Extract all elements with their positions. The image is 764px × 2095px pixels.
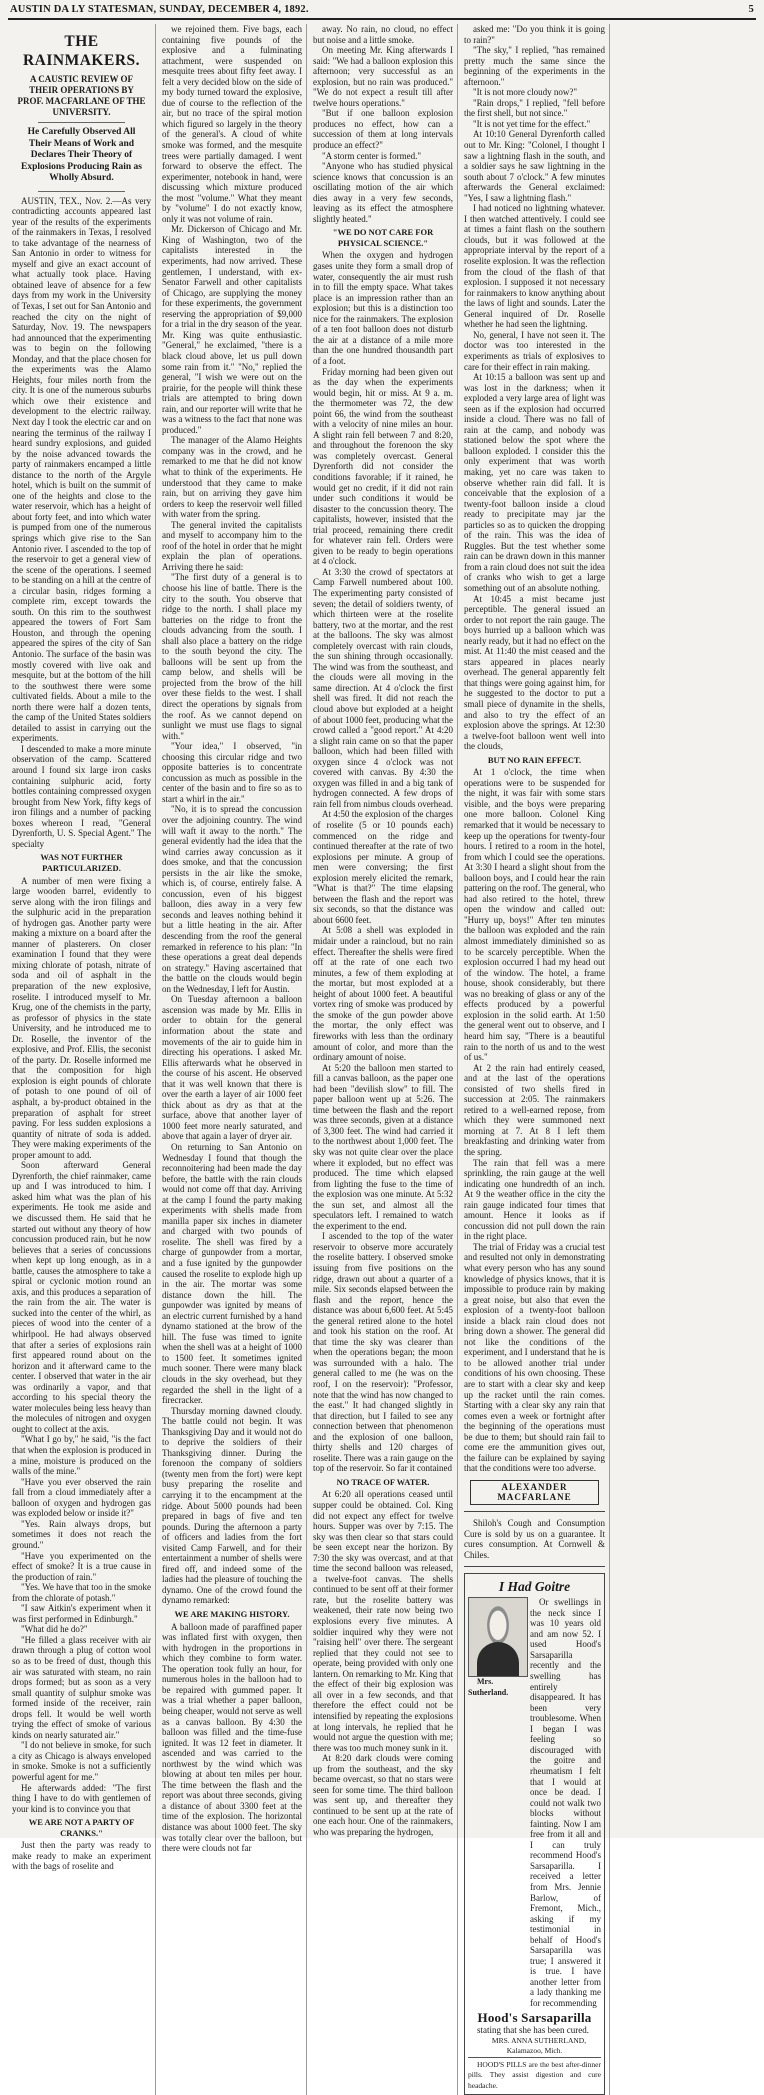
deck-divider	[38, 191, 125, 192]
section-subhead: WAS NOT FURTHER PARTICULARIZED.	[40, 852, 123, 873]
ad-divider	[464, 1511, 605, 1512]
article-paragraph: Thursday morning dawned cloudy. The battle could not begin. It was Thanksgiving Day and it would not do to deprive the soldiers of their Thanksgiving dinner. During the forenoon the company of soldiers (twenty men from the fort) were kept busy preparing the roselite and carrying it to the encampment at the ridge. About 5000 pounds had been prepared in bags of five and ten pounds. During the afternoon a party of officers and ladies from the fort visited Camp Farwell, and for their entertainment a number of shells were fired off, and indeed some of the ladies had the pleasure of touching the dynamo. One of the crowd found the dynamo remarked:	[162, 1405, 302, 1606]
shiloh-ad: Shiloh's Cough and Consumption Cure is sold by us on a guarantee. It cures consumption. At Cornwell & Chiles.	[464, 1518, 605, 1560]
masthead-title: AUSTIN DA LY STATESMAN, SUNDAY, DECEMBER 4, 1892.	[10, 4, 309, 15]
article-paragraph: At 10:15 a balloon was sent up and was lost in the darkness; when it exploded a very large area of light was seen as if the explosion had occurred inside a cloud. There was no fall of rain at the camp, and nobody was stationed below the spot where the balloon exploded. I consider this the only experiment that was worth making, yet no care was taken to observe whether rain did fall. It is conceivable that the explosion of a twenty-foot balloon inside a cloud ready to precipitate may jar the particles so as to quicken the dropping of the rain. This was the idea of Ruggles. But the test whether some rain can be drawn down in this manner from a rain cloud does not suit the idea of cranks who wish to get a large something out of an absolute nothing.	[464, 372, 605, 593]
article-paragraph: Friday morning had been given out as the day when the experiments would begin, hit or miss. At 9 a. m. the thermometer was 72, the dew point 66, the wind from the southeast with a velocity of nine miles an hour. A slight rain fell between 7 and 8:20, and throughout the forenoon the sky was completely overcast. General Dyrenforth did not consider the conditions favorable; if it rained, he would get no credit, if it did not rain under such conditions it would be disaster to the concussion theory. The capitalists, however, insisted that the trial proceed, remaining there credit for whatever rain fell. Orders were given to be ready to begin operations at 4 o'clock.	[313, 366, 453, 567]
article-paragraph: "The first duty of a general is to choose his line of battle. There is the city to the south. You observe that ridge to the north. I shall place my batteries on the ridge to front the clouds advancing from the south. I shall also place a battery on the ridge to the south beyond the city. The balloons will be sent up from the camp below, and shells will be projected from the brow of the hill over these fields to the west. I shall direct the operations by signals from the roof. As we cannot depend on sunlight we must use flags to signal with."	[162, 572, 302, 741]
article-paragraph: "Your idea," I observed, "in choosing this circular ridge and two opposite batteries is to concentrate concussion as much as possible in the center of the basin and to fire so as to start a whirl in the air."	[162, 741, 302, 804]
article-paragraph: He afterwards added: "The first thing I have to do with gentlemen of your kind is to convince you that	[12, 1782, 151, 1814]
article-paragraph: At 10:10 General Dyrenforth called out to Mr. King: "Colonel, I thought I saw a lightning flash in the south, and a soldier says he saw lightning in the south about 7 o'clock." A few minutes afterwards the General exclaimed: "Yes, I saw a lightning flash."	[464, 129, 605, 203]
article-paragraph: "A storm center is formed."	[322, 150, 422, 161]
article-paragraph: Soon afterward General Dyrenforth, the chief rainmaker, came up and I was introduced to him. I asked him what was the plan of his experiments. He took me aside and we discussed them. He said that he started out without any theory of how concussion produced rain, but he now believes that a series of concussions when kept up long enough, as in a battle, causes the atmosphere to take a spiral or cyclonic motion round an axis, and this produces a separation of the rain from the air. The water is sucked into the center of the whirl, as pieces of wood into the center of a whirlpool. He had always observed that after a series of explosions rain first appeared round about on the horizon and it afterward came to the center. I observed that water in the air was ordinarily a vapor, and that according to his special theory the water molecules being less heavy than the molecules of nitrogen and oxygen ought to collect at the axis.	[12, 1160, 151, 1434]
article-paragraph: "But if one balloon explosion produces no effect, how can a succession of them at long intervals produce an effect?"	[313, 108, 453, 151]
hoods-ad-title: I Had Goitre	[498, 1579, 571, 1595]
article-paragraph: Mr. Dickerson of Chicago and Mr. King of Washington, two of the capitalists interested in the experiments, had now arrived. These gentlemen, I understand, with ex-Senator Farwell and other capitalists of Chicago, are supplying the money for these experiments, the government reserving the appropriation of $9,000 for a trial in the dry season of the year. Mr. King was quite enthusiastic. "General," he exclaimed, "there is a black cloud above, let us pull down some rain from it." "No," replied the general, "I wish we were out on the prairie, for the people will think these trials are attempted to bring down rain, and our reporter will write that he was a witness to the fact that none was produced."	[162, 224, 302, 435]
portrait-caption: Mrs. Sutherland.	[468, 1677, 509, 1697]
hoods-ad-stating: stating that she has been cured.	[477, 2025, 589, 2036]
columns	[8, 24, 756, 2090]
hoods-ad	[464, 1573, 605, 2095]
article-paragraph: The manager of the Alamo Heights company was in the crowd, and he remarked to me that he did not know what to think of the experiments. He understood that they came to make rain, but on arriving they gave him orders to keep the reservoir well filled with water from the spring.	[162, 435, 302, 520]
article-paragraph: No, general, I have not seen it. The doctor was too interested in the experiments as trials of explosives to care for their effect in rain making.	[464, 329, 605, 372]
article-paragraph: On meeting Mr. King afterwards I said: "We had a balloon explosion this afternoon; very successful as an explosion, but no rain was produced." "We do not expect a result till after twelve hours operations."	[313, 45, 453, 108]
deck-primary: A CAUSTIC REVIEW OF THEIR OPERATIONS BY PROF. MACFARLANE OF THE UNIVERSITY.	[17, 74, 146, 117]
article-body-col4	[464, 24, 605, 1474]
page-number: 5	[748, 4, 754, 15]
article-paragraph: I had noticed no lightning whatever. I then watched attentively. I could see at times a faint flash on the southern clouds, but it was followed at the appropriate interval by the report of a roselite explosion. It was the reflection from the cloud of the flash of that explosion. I supposed it not necessary for rainmakers to know anything about the laws of light and sounds. Later the General inquired of Dr. Roselle whether he had seen the lightning.	[464, 203, 605, 330]
article-paragraph: I ascended to the top of the water reservoir to observe more accurately the roselite battery. I observed smoke issuing from five positions on the ridge, drawn out about a quarter of a mile. Six seconds elapsed between the flash and the report, hence the distance was about 6,600 feet. At 5:45 the general retired alone to the hotel and took his station on the roof. At that time the sky was clearer than when the operations began; the moon was surrounded with a halo. The general called to me (he was on the roof, I on the reservoir): "Professor, note that the wind has now changed to the east." It had changed slightly in that direction, but I failed to see any connection between that phenomenon and the explosion of one balloon, thirty shells and 120 charges of roselite. There was a rain gauge on the top of the reservoir. So far it contained	[313, 1231, 453, 1474]
article-paragraph: I descended to make a more minute observation of the camp. Scattered around I found six large iron casks containing sulphuric acid, forty bottles containing compressed oxygen brought from New York, fifty kegs of iron filings and a number of packing boxes whereon I read, "General Dyrenforth, U. S. Special Agent." The specialty	[12, 743, 151, 849]
article-paragraph: "Yes. Rain always drops, but sometimes it does not reach the ground."	[12, 1518, 151, 1550]
column-5	[612, 24, 758, 2095]
article-paragraph: At 10:45 a mist became just perceptible. The general issued an order to not report the rain gauge. The boys hurried up a balloon which was nearly ready, but it had no effect on the mist. At 11:40 the mist ceased and the stars appeared in places nearly overhead. The general apparently felt that things were going against him, for he suggested to the doctor to put a small piece of dynamite in the shells, and also to try the effect of an explosion above the springs. At 12:30 a twelve-foot balloon went well into the clouds,	[464, 593, 605, 752]
hoods-ad-brand: Hood's Sarsaparilla	[477, 2009, 592, 2025]
article-paragraph: At 6:20 all operations ceased until supper could be obtained. Col. King did not expect any effect for twelve hours. Supper was over by 7:15. The sky was then clear so that stars could be seen except near the horizon. By 7:30 the sky was overcast, and at that time the second balloon was released, a twelve-foot canvas. The shells continued to be sent off at their former rate, but the roselite battery was weakened, their rate now being two explosions every five minutes. A soldier inquired why they were not "raising hell" over there. The sergeant replied that they could not see to operate, being provided with only one lantern. On remarking to Mr. King that the effect of their big explosion was all over in a few seconds, and that therefore the effect could not be intensified by repeating the explosions at long intervals, he replied that he would not argue the question with me; there was too much money sunk in it.	[313, 1489, 453, 1753]
article-paragraph: At 4:50 the explosion of the charges of roselite (5 or 10 pounds each) commenced on the ridge and continued thereafter at the rate of two explosions per minute. A group of men were conversing; the first explosion merely elicited the remark, "What is that?" The time elapsing between the flash and the report was six seconds, so that the distance was about 6600 feet.	[313, 809, 453, 925]
article-paragraph: "It is not yet time for the effect."	[473, 118, 591, 129]
hoods-ad-header	[468, 1597, 601, 2008]
article-paragraph: At 5:20 the balloon men started to fill a canvas balloon, as the paper one had been "devilish slow" to fill. The paper balloon went up at 5:26. The time between the flash and the report was three seconds, given at a distance of 3,300 feet. The wind had carried it to the northwest about 1,000 feet. The sky was not quite clear over the place where it exploded, but no effect was produced. The time which elapsed from lighting the fuse to the time of the explosion was one minute. At 5:32 the sun set, and almost all the speculators left. I remained to watch the experiment to the end.	[313, 1062, 453, 1231]
deck-divider	[38, 122, 125, 123]
article-paragraph: "I do not believe in smoke, for such a city as Chicago is always enveloped in smoke. Smoke is not a sufficiently powerful agent for me."	[12, 1740, 151, 1782]
article-paragraph: "It is not more cloudy now?"	[473, 87, 578, 98]
masthead	[8, 4, 756, 20]
article-paragraph: "The sky," I replied, "has remained pretty much the same since the beginning of the experiments in the afternoon."	[464, 45, 605, 87]
hoods-ad-body: Or swellings in the neck since I was 10 years old and am now 52. I used Hood's Sarsaparilla recently and the swelling has entirely disappeared. It has been very troublesome. When I began I was feeling so discouraged with the goitre and rheumatism I felt that I would at once be dead. I could not walk two blocks without fainting. Now I am free from it all and I can truly recommend Hood's Sarsaparilla. I received a letter from Mrs. Jennie Barlow, of Fremont, Mich., asking if my testimonial in behalf of Hood's Sarsaparilla was true; I answered it is true. I have another letter from a lady thanking me for recommending	[530, 1597, 601, 2008]
article-paragraph: AUSTIN, TEX., Nov. 2.—As very contradicting accounts appeared last year of the results of the experiments of the rainmakers in Texas, I resolved to take advantage of the nearness of San Antonio in order to witness for myself and give an exact account of what actually took place. Having obtained leave of absence for a few days from my work in the University of Texas, I set out for San Antonio and reached the city on the night of Saturday, Nov. 19. The newspapers had announced that the experimenting was to begin on the following Monday, and that the place chosen for the experiments was the Alamo Heights, four miles north from the city. It is one of the numerous suburbs which owe their existence and development to the electric railway. Next day I took the electric car and on nearing the terminus of the railway I heard sundry explosions, and guided by the noise advanced towards the party of rainmakers encamped a little distance to the north of the Argyle hotel, which is built on the summit of one of the heights and close to the water reservoir, which has a height of about forty feet, and into which water is pumped from one of the numerous springs which give rise to the San Antonio river. I ascended to the top of the reservoir to get a general view of the scene of the operations. I seemed to be standing on a hill at the centre of a circular basin, ridges forming a complete rim, except towards the south. On this rim to the southwest appeared the towers of Fort Sam Houston, and through the opening appeared the spires of the city of San Antonio. The surface of the basin was mostly covered with live oak and mesquite, but at the bottom of the hill to the southwest there were some cultivated fields. About a mile to the north there were half a dozen tents, the camp of the United States soldiers detailed to assist in carrying out the experiments.	[12, 195, 151, 744]
article-paragraph: away. No rain, no cloud, no effect but noise and a little smoke.	[313, 24, 453, 45]
section-subhead: WE ARE MAKING HISTORY.	[174, 1609, 290, 1620]
hoods-ad-portrait-wrap	[468, 1597, 526, 2008]
article-paragraph: When the oxygen and hydrogen gases unite they form a small drop of water, consequently the air must rush in to fill the empty space. What takes place is an impression rather than an explosion; but this is a distinction too nice for the rainmakers. The explosion of a ten foot balloon does not disturb the air at a distance of a mile more than the one hundred thousandth part of a foot.	[313, 250, 453, 366]
article-paragraph: "Anyone who has studied physical science knows that concussion is an oscillating motion of the air which dies away in a very few seconds, leaving as its effect the atmosphere slightly heated."	[313, 161, 453, 224]
ad-divider	[464, 1566, 605, 1567]
article-paragraph: A balloon made of paraffined paper was inflated first with oxygen, then with hydrogen in the proportions in which they combine to form water. The operation took fully an hour, for numerous holes in the balloon had to be repaired with gummed paper. It was a trial whether a paper balloon, being cheaper, would not serve as well as a canvas balloon. By 4:30 the balloon was filled and the time-fuse ignited. It was 12 feet in diameter. It ascended and was carried to the northwest by the wind which was blowing at about ten miles per hour. The time between the flash and the report was about three seconds, giving a distance of about 3300 feet at the time of the explosion. The horizontal distance was about 1000 feet. The sky was totally clear over the balloon, but there were clouds not far	[162, 1621, 302, 1854]
section-subhead: "WE DO NOT CARE FOR PHYSICAL SCIENCE."	[332, 227, 434, 248]
article-paragraph: On returning to San Antonio on Wednesday I found that though the reconnoitering had been made the day before, the battle with the rain clouds would not come off that day. Arriving at the camp I found the party making experiments with shells made from manilla paper six inches in diameter and charged with two pounds of roselite. The shell was fired by a charge of gunpowder from a mortar, and a fuse ignited by the gunpowder caused the roselite to explode high up in the air. The mortar was some distance down the hill. The gunpowder was ignited by means of an electric current furnished by a hand dynamo stationed at the brow of the hill. The fuse was timed to ignite when the shell was at a height of 1000 to 1500 feet. It sometimes ignited much sooner. There were many black clouds in the sky overhead, but they regarded the shell in the light of a firecracker.	[162, 1141, 302, 1406]
section-subhead: BUT NO RAIN EFFECT.	[487, 754, 582, 765]
section-subhead: WE ARE NOT A PARTY OF CRANKS."	[28, 1817, 135, 1838]
headline: THE RAINMAKERS.	[22, 33, 141, 69]
article-paragraph: The trial of Friday was a crucial test and resulted not only in demonstrating what every person who has any sound knowledge of physics knows, that it is impossible to produce rain by making a great noise, but also that even the explosion of a twenty-foot balloon inside a black rain cloud does not bring down a shower. The general did not like the conditions of the experiment, and I understand that he is to be allowed another trial under conditions of his own choosing. These are to start with a clear sky and keep up the racket until the rain comes. Starting with a clear sky any rain that comes even a week or fortnight after the beginning of the operations must be due to them; but should rain fail to come ere the ammunition gives out, the failure can be explained by saying that the conditions were too adverse.	[464, 1241, 605, 1474]
article-paragraph: "Rain drops," I replied, "fell before the first shell, but not since."	[464, 97, 605, 119]
article-paragraph: At 2 the rain had entirely ceased, and at the last of the operations consisted of two shells fired in succession at 2:05. The rainmakers retired to a well-earned repose, from which they were summoned next morning at 7. At 8 I left them breakfasting and drinking water from the spring.	[464, 1062, 605, 1157]
section-subhead: NO TRACE OF WATER.	[336, 1476, 430, 1487]
article-paragraph: "I saw Aitkin's experiment when it was first performed in Edinburgh."	[12, 1603, 151, 1624]
article-paragraph: asked me: "Do you think it is going to rain?"	[464, 24, 605, 45]
article-paragraph: At 8:20 dark clouds were coming up from the southeast, and the sky became overcast, so that no stars were seen for some time. The third balloon was sent up, and thereafter they continued to be sent up at the rate of one each hour. One of the rainmakers, who was preparing the hydrogen,	[313, 1753, 453, 1837]
article-paragraph: "What I go by," he said, "is the fact that when the explosion is produced in a mine, moisture is produced on the walls of the mine."	[12, 1434, 151, 1477]
article-paragraph: The general invited the capitalists and myself to accompany him to the roof of the hotel in order that he might explain the plan of operations. Arriving there he said:	[162, 519, 302, 572]
article-paragraph: At 3:30 the crowd of spectators at Camp Farwell numbered about 100. The experimenting party consisted of seven; the detail of soldiers twenty, of which thirteen were at the roselite battery, two at the mortar, and the rest at the balloons. The sky was almost completely overcast with rain clouds, the sun shining through occasionally. The wind was from the southeast, and the clouds were all moving in the same direction. At 4 o'clock the first shell was fired. It did not reach the cloud above but exploded at a height of about 1000 feet, producing what the crowd called a "good report." At 4:20 a slight rain came on so that the paper balloon, which had been filled with oxygen since 4 o'clock was not covered with canvas. By 4:30 the oxygen was filled in and a big tank of hydrogen connected. A few drops of rain fell from nimbus clouds overhead.	[313, 566, 453, 809]
article-paragraph: "No, it is to spread the concussion over the adjoining country. The wind will waft it away to the north." The general evidently had the idea that the wind carries away concussion as it does smoke, and that the concussion persists in the air like the smoke, which is, of course, entirely false. A concussion, even of his biggest balloon, dies away in a very few seconds and leaves nothing behind it but a little heating in the air. After descending from the roof the general remarked in reference to his plan: "In these operations a great deal depends on strategy." Having ascertained that the battle on the clouds would begin on the Wednesday, I left for Austin.	[162, 804, 302, 994]
article-paragraph: At 5:08 a shell was exploded in midair under a raincloud, but no rain effect. Thereafter the shells were fired off at the rate of one each two minutes, a few of them exploding at the mortar, but most exploded at a height of about 1000 feet. A beautiful vortex ring of smoke was produced by the smoke of the gun powder above the mortar, the only effect was fireworks with less than the ordinary amount of color, and more than the ordinary amount of noise.	[313, 925, 453, 1063]
article-paragraph: "Have you ever observed the rain fall from a cloud immediately after a balloon of oxygen and hydrogen gas was exploded below or inside it?"	[12, 1476, 151, 1519]
article-paragraph: we rejoined them. Five bags, each containing five pounds of the explosive and a fulminating attachment, were suspended on mesquite trees about fifty feet away. I felt a very decided blow on the side of my body turned toward the explosive, due of course to the reflection of the air, but no trace of the spiral motion which figured so largely in the theory of the general's. A cloud of white smoke was formed, and the mesquite trees were partially damaged. I went forward to observe the effect. The experimenter, notebook in hand, were discussing which mixture produced the most "volume." What they meant by "volume" I do not exactly know, only it was not volume of rain.	[162, 24, 302, 224]
column-4	[460, 24, 610, 2095]
article-paragraph: "What did he do?"	[21, 1624, 88, 1635]
article-body-col2	[162, 24, 302, 1854]
column-1	[8, 24, 156, 2095]
deck-secondary: He Carefully Observed All Their Means of Work and Declares Their Theory of Explosions Producing Rain as Wholly Absurd.	[21, 127, 142, 183]
article-paragraph: On Tuesday afternoon a balloon ascension was made by Mr. Ellis in order to obtain for the general information about the state and movements of the air to guide him in directing his operations. I asked Mr. Ellis afterwards what he observed in the course of his ascent. He observed that it was well known that there is over the earth a layer of air 1000 feet thick about as dry as that at the surface, above that another layer of 1000 feet more nearly saturated, and above that again a layer of dryer air.	[162, 994, 302, 1142]
article-paragraph: At 1 o'clock, the time when operations were to be suspended for the night, it was fair with some stars visible, and the boys were preparing one more balloon. Colonel King remarked that it would be necessary to keep up the operations for twenty-four hours. I retired to a room in the hotel, from which I could see the operations. At 3:30 I heard a slight shout from the balloon boys, and I could hear the rain pattering on the roof. The general, who had also retired to the hotel, threw open the window and called out: "Hurry up, boys!" After ten minutes the balloon was exploded and the rain almost immediately diminished so as to be scarcely perceptible. When the explosion occurred I had my head out of the window. The hotel, a frame house, shook considerably, but there was no breaking of glass or any of the effects produced by a powerful explosion in the solid earth. At 1:50 the general went out to observe, and I heard him say, "There is a beautiful rain to the north of us and to the west of us."	[464, 767, 605, 1063]
column-2	[158, 24, 307, 2095]
article-paragraph: "Have you experimented on the effect of smoke? It is a true cause in the production of rain."	[12, 1550, 151, 1582]
article-body-col3	[313, 24, 453, 1838]
article-paragraph: The rain that fell was a mere sprinkling, the rain gauge at the well indicating one hundredth of an inch. At 9 the weather office in the city the rain gauge indicated four times that amount. Hence it looks as if concussion did not pull down the rain in the right place.	[464, 1157, 605, 1242]
portrait-image	[468, 1597, 528, 1677]
author-signature: ALEXANDER MACFARLANE	[470, 1480, 599, 1505]
article-paragraph: "He filled a glass receiver with air drawn through a plug of cotton wool so as to be freed of dust, though this air was saturated with steam, no rain drops formed; but as soon as a very small quantity of sulphur smoke was formed inside of the receiver, rain drops fell. It would be well worth trying the effect of smoke of various kinds on nearly saturated air."	[12, 1634, 151, 1740]
article-paragraph: A number of men were fixing a large wooden barrel, evidently to serve along with the iron filings and the sulphuric acid in the preparation of hydrogen gas. Another party were making a mixture on a board after the manner of plasterers. On closer examination I found that they were mixing chlorate of potash, nitrate of soda and oil of asphalt in the preparation of the new explosive, roselite. I introduced myself to Mr. Krug, one of the chemists in the party, as professor of physics in the state University, and he introduced me to Dr. Roselle, the inventor of the explosive, and Prof. Ellis, the seconist of the party. Dr. Roselle informed me that the composition for high explosion is eight pounds of chlorate of potash to one pound of oil of asphalt, a by-product obtained in the preparation of asphalt for street paving. For less sudden explosions a quantity of nitrate of soda is added. They were making experiments of the proper amount to add.	[12, 875, 151, 1160]
article-paragraph: "Yes. We have that too in the smoke from the chlorate of potash."	[12, 1582, 151, 1603]
article-body-col1	[12, 196, 151, 1872]
hoods-ad-footer: HOOD'S PILLS are the best after-dinner pills. They assist digestion and cure headache.	[468, 2057, 601, 2092]
hoods-ad-signed: MRS. ANNA SUTHERLAND, Kalamazoo, Mich.	[491, 2035, 587, 2056]
column-3	[309, 24, 458, 2095]
article-paragraph: Just then the party was ready to make ready to make an experiment with the bags of roselite and	[12, 1840, 151, 1872]
